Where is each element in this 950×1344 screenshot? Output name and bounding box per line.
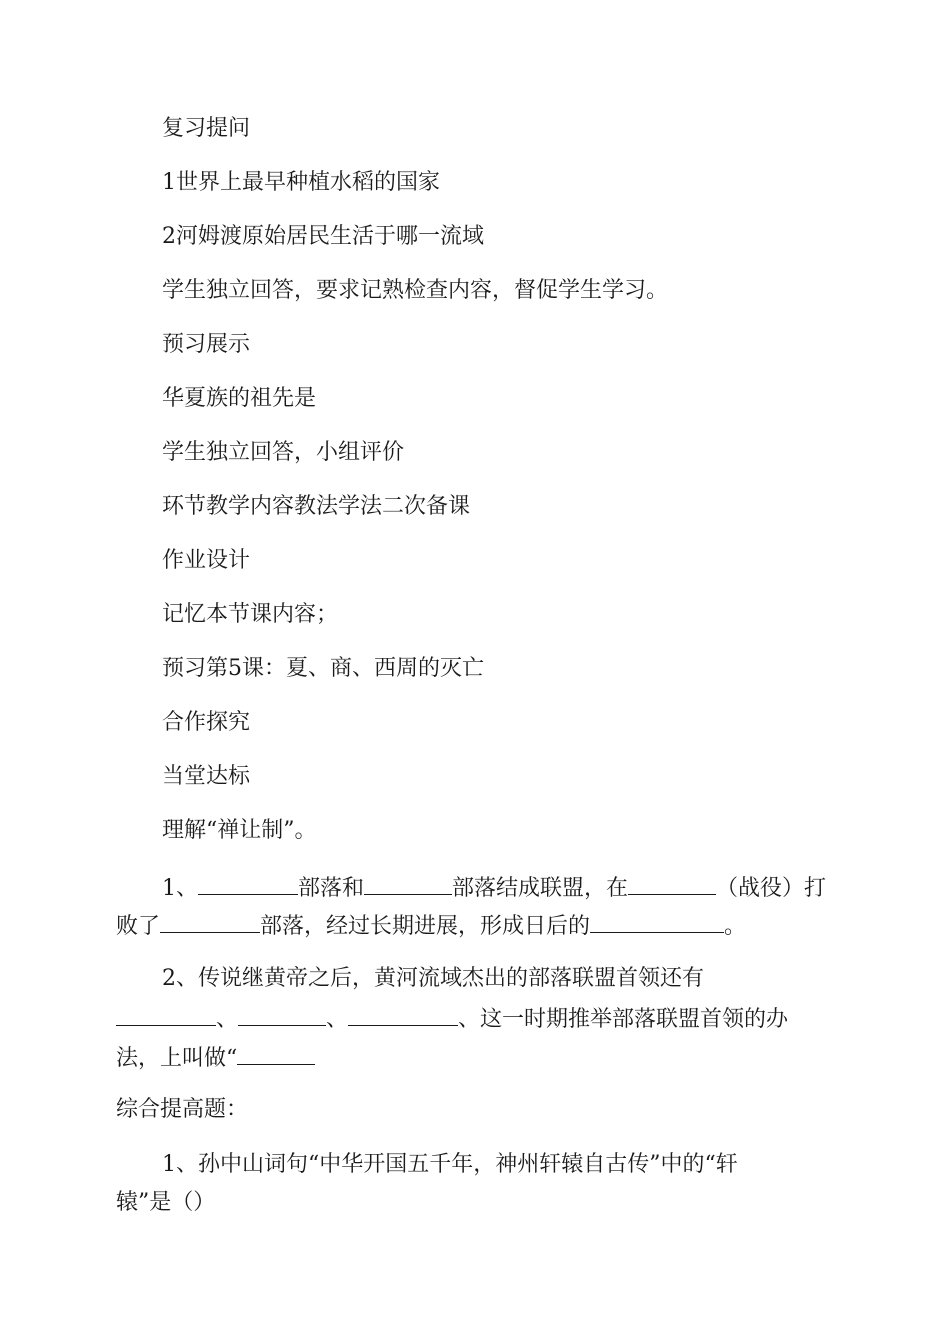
table-header-text: 环节教学内容教法学法二次备课 xyxy=(162,494,471,519)
fill2-text: 、 xyxy=(326,1007,349,1032)
fill2-blank-1[interactable] xyxy=(116,1005,216,1026)
fill2-text: 、 xyxy=(216,1007,239,1032)
fill-question-2-line-2 xyxy=(116,1005,788,1033)
fill1-text: 部落和 xyxy=(298,876,365,901)
comprehensive-heading: 综合提高题： xyxy=(116,1097,249,1122)
fill1-blank-4[interactable] xyxy=(160,912,260,933)
comprehensive-question-1-line-1: 1、孙中山词句“中华开国五千年，神州轩辕自古传”中的“轩 xyxy=(162,1152,738,1177)
review-question-2: 2河姆渡原始居民生活于哪一流域 xyxy=(162,224,484,249)
fill1-blank-2[interactable] xyxy=(364,874,452,895)
fill1-text: 败了 xyxy=(116,914,161,939)
understand-chanrang: 理解“禅让制”。 xyxy=(162,818,317,843)
review-method: 学生独立回答，要求记熟检查内容，督促学生学习。 xyxy=(162,278,669,303)
fill-question-1-line-1 xyxy=(162,874,826,902)
fill2-blank-3[interactable] xyxy=(348,1005,458,1026)
fill2-blank-4[interactable] xyxy=(237,1044,315,1065)
preview-method: 学生独立回答，小组评价 xyxy=(162,440,405,465)
homework-heading: 作业设计 xyxy=(162,548,251,573)
fill1-blank-5[interactable] xyxy=(590,912,724,933)
fill2-blank-2[interactable] xyxy=(238,1005,326,1026)
fill-question-2-line-3 xyxy=(116,1044,315,1072)
preview-heading: 预习展示 xyxy=(162,332,251,357)
review-heading: 复习提问 xyxy=(162,116,251,141)
target-heading: 当堂达标 xyxy=(162,764,251,789)
fill-question-1-line-2 xyxy=(116,912,746,940)
fill2-text: 、这一时期推举部落联盟首领的办 xyxy=(458,1007,789,1032)
fill2-text: 法，上叫做“ xyxy=(116,1046,238,1071)
fill1-text: 1、 xyxy=(162,876,198,901)
comprehensive-question-1-line-2: 辕”是（） xyxy=(116,1190,216,1215)
fill1-text: 部落，经过长期进展，形成日后的 xyxy=(260,914,591,939)
homework-item-2: 预习第5课：夏、商、西周的灭亡 xyxy=(162,656,484,681)
fill1-blank-3[interactable] xyxy=(628,874,716,895)
fill1-text: 。 xyxy=(724,914,747,939)
fill-question-2-line-1: 2、传说继黄帝之后，黄河流域杰出的部落联盟首领还有 xyxy=(162,966,704,991)
cooperation-heading: 合作探究 xyxy=(162,710,251,735)
fill1-text: （战役）打 xyxy=(716,876,827,901)
homework-item-1: 记忆本节课内容； xyxy=(162,602,339,627)
fill1-blank-1[interactable] xyxy=(198,874,298,895)
review-question-1: 1世界上最早种植水稻的国家 xyxy=(162,170,440,195)
fill1-text: 部落结成联盟，在 xyxy=(452,876,629,901)
preview-question: 华夏族的祖先是 xyxy=(162,386,317,411)
